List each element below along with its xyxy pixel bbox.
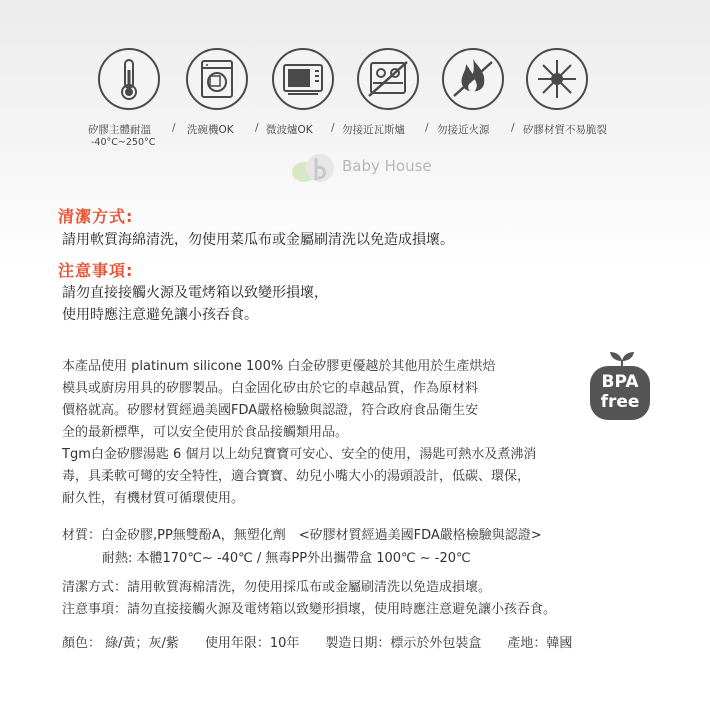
icon-label-dishwasher: 洗碗機OK bbox=[187, 124, 234, 136]
caution-line-2: 使用時應注意避免讓小孩吞食。 bbox=[62, 307, 258, 323]
thermometer-icon bbox=[98, 48, 160, 110]
cleaning-title: 清潔方式: bbox=[58, 207, 134, 226]
material-spec: 材質：白金矽膠,PP無雙酚A，無塑化劑 <矽膠材質經過美國FDA嚴格檢驗與認證> bbox=[62, 528, 542, 543]
footer-info: 顏色： 綠/黃；灰/紫 使用年限：10年 製造日期：標示於外包裝盒 產地：韓國 bbox=[62, 636, 573, 651]
cleaning-text: 請用軟質海綿清洗，勿使用菜瓜布或金屬刷清洗以免造成損壞。 bbox=[62, 232, 454, 248]
label-separator: / bbox=[255, 122, 259, 134]
heat-spec: 耐熱: 本體170℃~ -40℃ / 無毒PP外出攜帶盒 100℃ ~ -20℃ bbox=[102, 551, 471, 566]
description-line: 本產品使用 platinum silicone 100% 白金矽膠更優越於其他用於生產烘焙 bbox=[62, 359, 496, 374]
no-fire-icon bbox=[442, 48, 504, 110]
icon-label-no-gas: 勿接近瓦斯爐 bbox=[342, 124, 405, 136]
description-line: 價格就高。矽膠材質經過美國FDA嚴格檢驗與認證，符合政府食品衛生安 bbox=[62, 403, 479, 418]
description-line: 耐久性，有機材質可循環使用。 bbox=[62, 491, 245, 506]
icon-label-crack: 矽膠材質不易脆裂 bbox=[523, 124, 607, 136]
footer-caution: 注意事項：請勿直接接觸火源及電烤箱以致變形損壞，使用時應注意避免讓小孩吞食。 bbox=[62, 602, 557, 617]
label-separator: / bbox=[172, 122, 176, 134]
label-separator: / bbox=[331, 122, 335, 134]
dishwasher-icon bbox=[186, 48, 248, 110]
footer-cleaning: 清潔方式：請用軟質海棉清洗，勿使用採瓜布或金屬刷清洗以免造成損壞。 bbox=[62, 580, 492, 595]
caution-title: 注意事項: bbox=[58, 261, 134, 280]
bpa-text: BPA bbox=[601, 372, 639, 392]
free-text: free bbox=[600, 392, 640, 412]
caution-line-1: 請勿直接接觸火源及電烤箱以致變形損壞， bbox=[62, 285, 328, 301]
label-separator: / bbox=[425, 122, 429, 134]
description-line: 全的最新標準，可以安全使用於食品接觸類用品。 bbox=[62, 425, 349, 440]
description-line: Tgm白金矽膠湯匙 6 個月以上幼兒寶寶可安心、安全的使用，湯匙可熱水及煮沸消 bbox=[62, 447, 537, 462]
product-description bbox=[62, 356, 602, 510]
description-line: 毒，具柔軟可彎的安全特性，適合寶寶、幼兒小嘴大小的湯頭設計，低碳、環保， bbox=[62, 469, 531, 484]
no-gas-stove-icon bbox=[357, 48, 419, 110]
icon-label-microwave: 微波爐OK bbox=[266, 124, 313, 136]
icon-label-heat-resistant: 矽膠主體耐溫 bbox=[88, 124, 151, 136]
baby-house-logo-icon bbox=[290, 150, 340, 190]
icon-label-temp-range: -40°C~250°C bbox=[91, 137, 156, 148]
feature-icon-row bbox=[0, 48, 710, 120]
watermark-text: Baby House bbox=[342, 157, 432, 175]
microwave-icon bbox=[272, 48, 334, 110]
baby-house-watermark bbox=[290, 150, 460, 190]
icon-label-no-fire: 勿接近火源 bbox=[437, 124, 490, 136]
label-separator: / bbox=[511, 122, 515, 134]
crack-resistant-icon bbox=[526, 48, 588, 110]
description-line: 模具或廚房用具的矽膠製品。白金固化矽由於它的卓越品質，作為原材料 bbox=[62, 381, 479, 396]
